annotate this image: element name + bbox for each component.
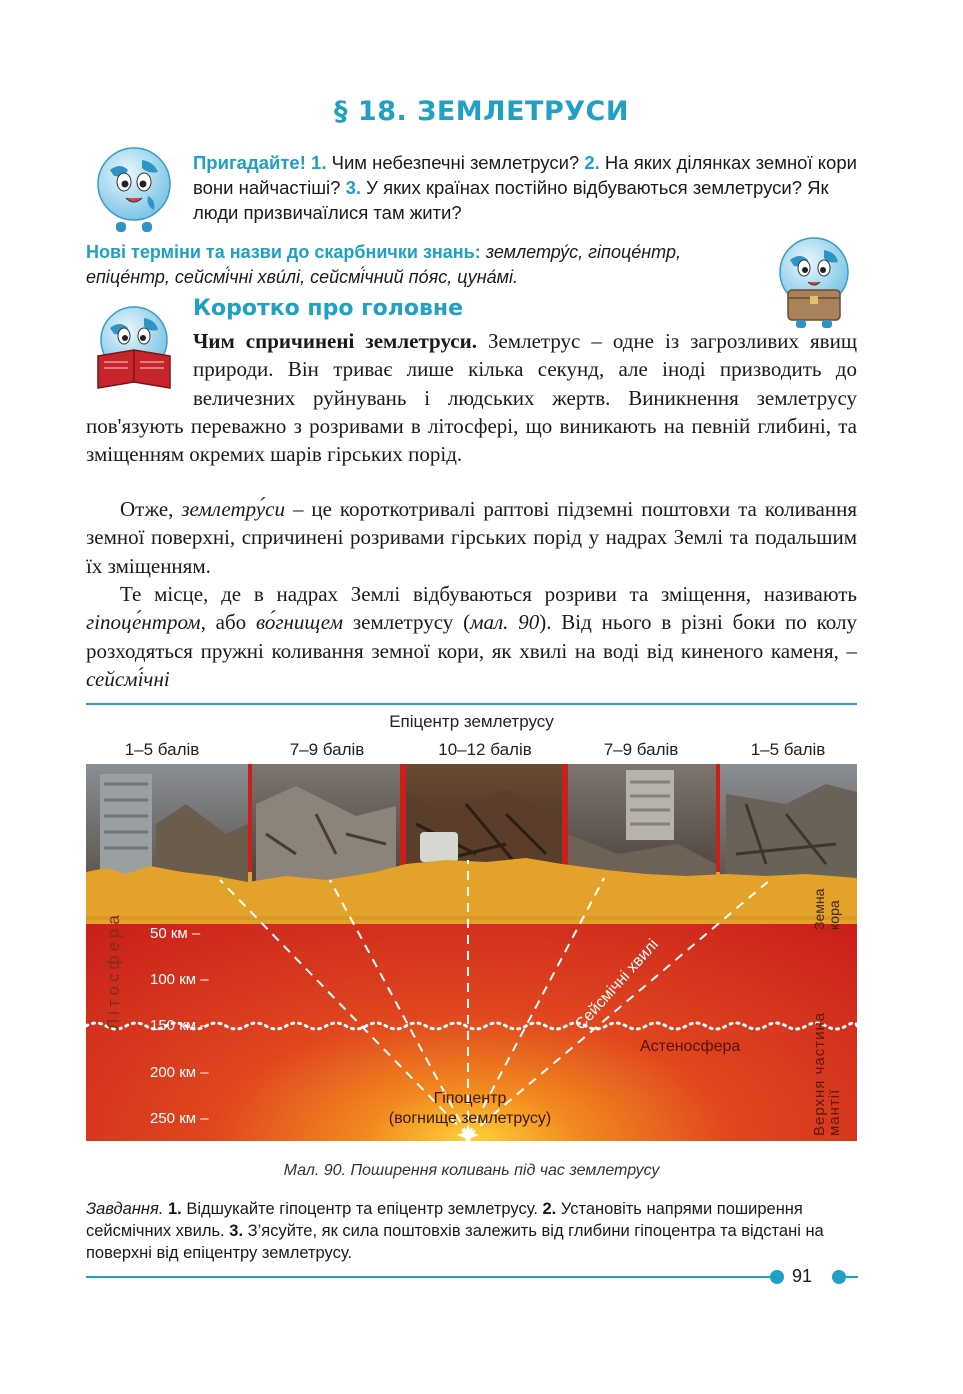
paragraph-1-intro: Чим спричинені землетруси. Землетрус – одне із загрозливих явищ природи. Він триває лише кілька секунд, але іноді призводить до величезних руйнувань і людських жертв. Виникнення землетрусу пов'язують переважно з розривами в літосфері, що виникають на певній глибині, та зміщенням окремих шарів гірських порід. — [86, 329, 857, 467]
seismic-waves-label: Сейсмічні хвилі — [572, 936, 662, 1034]
figure-top-rule — [86, 703, 857, 705]
paragraph-3-hypocenter: Те місце, де в надрах Землі відбуваються розриви та зміщення, називають гіпоце́нтром, або во́гнищем землетрусу (мал. 90). Від нього в різні боки по колу розходяться пружні коливання земної кори, як хвилі на воді від киненого каменя, – сейсмі́чні — [86, 582, 858, 691]
intensity-label-3: 10–12 балів — [438, 740, 532, 759]
page-title: § 18. ЗЕМЛЕТРУСИ — [334, 96, 629, 127]
depth-100: 100 км – — [150, 971, 209, 988]
footer-dot-left-icon — [770, 1270, 784, 1284]
intensity-label-2: 7–9 балів — [289, 740, 365, 759]
treasure-chest-mascot-icon — [766, 232, 862, 332]
terms-list: землетру́с, гіпоце́нтр, епіце́нтр, сейсмі́чні хви́лі, сейсмі́чний по́яс, цуна́мі. — [86, 242, 681, 287]
new-terms — [86, 240, 758, 290]
page-number: 91 — [792, 1266, 813, 1286]
epicenter-label: Епіцентр землетрусу — [389, 712, 554, 731]
paragraph-1-heading: Чим спричинені землетруси. — [193, 329, 477, 353]
term-focus: во́гнищем — [255, 610, 344, 635]
terms-lead: Нові терміни та назви до скарбнички знань: — [86, 242, 481, 262]
earthquake-diagram — [86, 764, 857, 1141]
footer-rule — [86, 1276, 772, 1278]
term-earthquakes: землетру́си — [181, 497, 286, 521]
recall-block: Пригадайте! 1. Чим небезпечні землетруси? 2. На яких ділянках земної кори вони найчастіші? 3. У яких країнах постійно відбуваються землетруси? Як люди призвичаїлися там жити? — [193, 152, 857, 223]
depth-250: 250 км – — [150, 1110, 209, 1127]
upper-mantle-label: Верхня частина мантії — [811, 1011, 843, 1136]
footer-dot-right-icon — [832, 1270, 846, 1284]
recall-lead: Пригадайте! — [193, 152, 306, 173]
figure-caption: Мал. 90. Поширення коливань під час землетрусу — [283, 1162, 660, 1179]
section-heading: Коротко про головне — [193, 296, 464, 321]
task-lead: Завдання. — [86, 1200, 164, 1218]
footer-rule-tail — [846, 1276, 858, 1278]
lithosphere-label: Літосфера — [104, 911, 123, 1030]
depth-50: 50 км – — [150, 925, 201, 942]
crust-label: Земна кора — [811, 888, 842, 930]
depth-200: 200 км – — [150, 1064, 209, 1081]
intensity-label-1: 1–5 балів — [124, 740, 200, 759]
term-seismic: сейсмі́чні — [86, 666, 170, 691]
paragraph-2-definition: Отже, землетру́си – це короткотривалі раптові підземні поштовхи та коливання земної поверхні, спричинені розривами гірських порід у надрах Землі та подальшим їх зміщенням. — [86, 497, 857, 578]
hypocenter-label: Гіпоцентр (вогнище землетрусу) — [388, 1090, 552, 1127]
task-block: Завдання. 1. Відшукайте гіпоцентр та епіцентр землетрусу. 2. Установіть напрями поширення сейсмічних хвиль. 3. З’ясуйте, як сила поштовхів залежить від глибини гіпоцентра та відстані на поверхні від епіцентру землетрусу. — [86, 1200, 824, 1262]
intensity-label-4: 7–9 балів — [603, 740, 679, 759]
asthenosphere-label: Астеносфера — [640, 1038, 741, 1055]
term-hypocenter: гіпоце́нтром — [86, 610, 201, 635]
globe-mascot-icon — [86, 140, 182, 236]
depth-150: 150 км – — [150, 1017, 209, 1034]
intensity-label-5: 1–5 балів — [750, 740, 826, 759]
text-wrap-spacer — [86, 327, 193, 411]
figure-reference: мал. 90 — [470, 610, 540, 635]
